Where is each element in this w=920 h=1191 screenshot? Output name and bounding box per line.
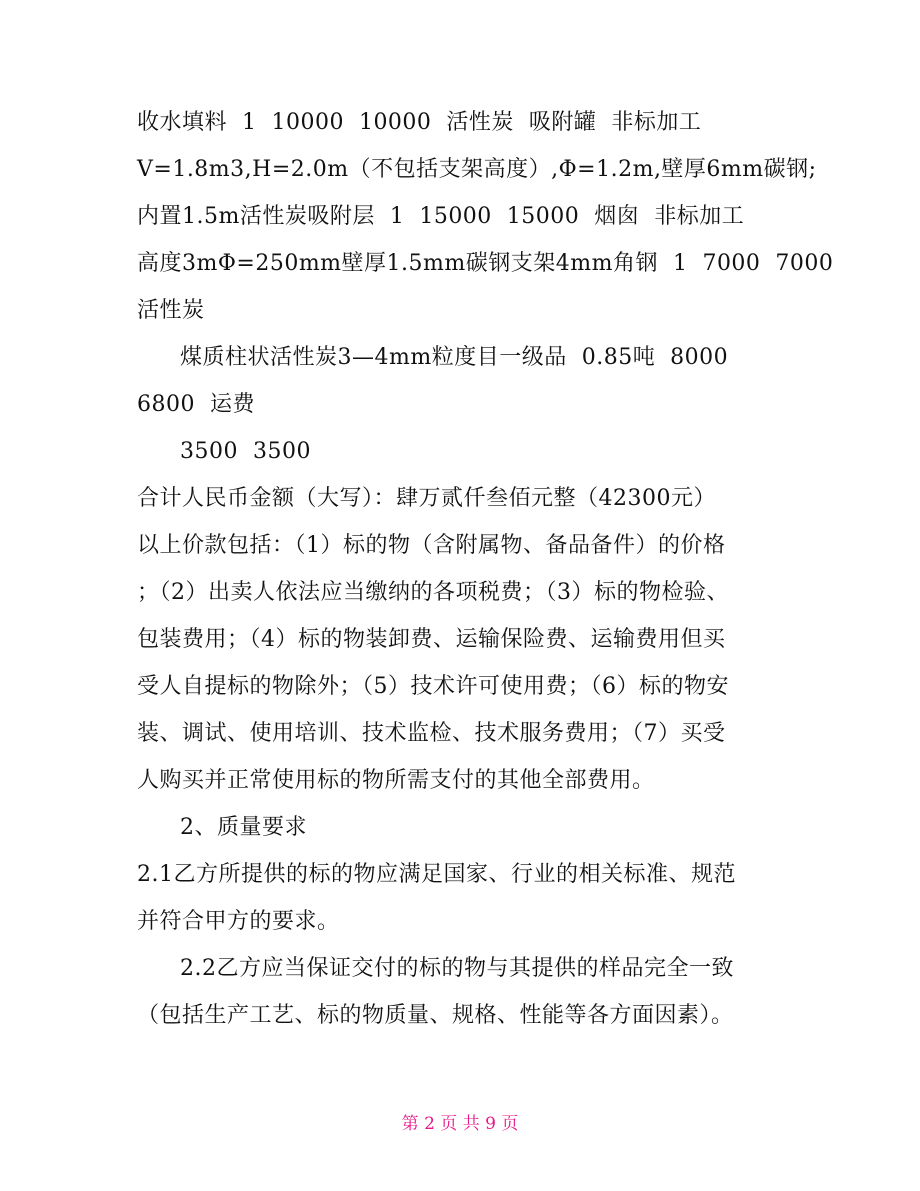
text-line-18: 并符合甲方的要求。	[137, 909, 340, 934]
text-line-17: 2.1乙方所提供的标的物应满足国家、行业的相关标准、规范	[137, 862, 736, 887]
text-line-19: 2.2乙方应当保证交付的标的物与其提供的样品完全一致	[180, 956, 734, 981]
text-line-11: ；（2）出卖人依法应当缴纳的各项税费；（3）标的物检验、	[137, 580, 729, 605]
text-line-12: 包装费用；（4）标的物装卸费、运输保险费、运输费用但买	[137, 627, 726, 652]
text-line-5: 活性炭	[137, 298, 205, 323]
text-line-15: 人购买并正常使用标的物所需支付的其他全部费用。	[137, 768, 655, 793]
total-amount-line: 合计人民币金额（大写）：肆万贰仟叁佰元整（42300元）	[137, 486, 716, 511]
text-line-1: 收水填料 1 10000 10000 活性炭 吸附罐 非标加工	[137, 110, 702, 135]
page-number-footer: 第 2 页 共 9 页	[401, 1114, 519, 1134]
text-line-14: 装、调试、使用培训、技术监检、技术服务费用；（7）买受	[137, 721, 726, 746]
text-line-2: V=1.8m3,H=2.0m（不包括支架高度）,Φ=1.2m,壁厚6mm碳钢;	[137, 157, 817, 182]
text-line-6: 煤质柱状活性炭3—4mm粒度目一级品 0.85吨 8000	[180, 345, 729, 370]
text-line-3: 内置1.5m活性炭吸附层 1 15000 15000 烟囱 非标加工	[137, 204, 745, 229]
text-line-10: 以上价款包括：（1）标的物（含附属物、备品备件）的价格	[137, 533, 726, 558]
text-line-20: （包括生产工艺、标的物质量、规格、性能等各方面因素）。	[137, 1003, 734, 1028]
text-line-8: 3500 3500	[180, 439, 311, 464]
text-line-7: 6800 运费	[137, 392, 255, 417]
text-line-4: 高度3mΦ=250mm壁厚1.5mm碳钢支架4mm角钢 1 7000 7000	[137, 251, 834, 276]
text-line-13: 受人自提标的物除外；（5）技术许可使用费；（6）标的物安	[137, 674, 729, 699]
section-heading-quality: 2、质量要求	[180, 815, 307, 840]
